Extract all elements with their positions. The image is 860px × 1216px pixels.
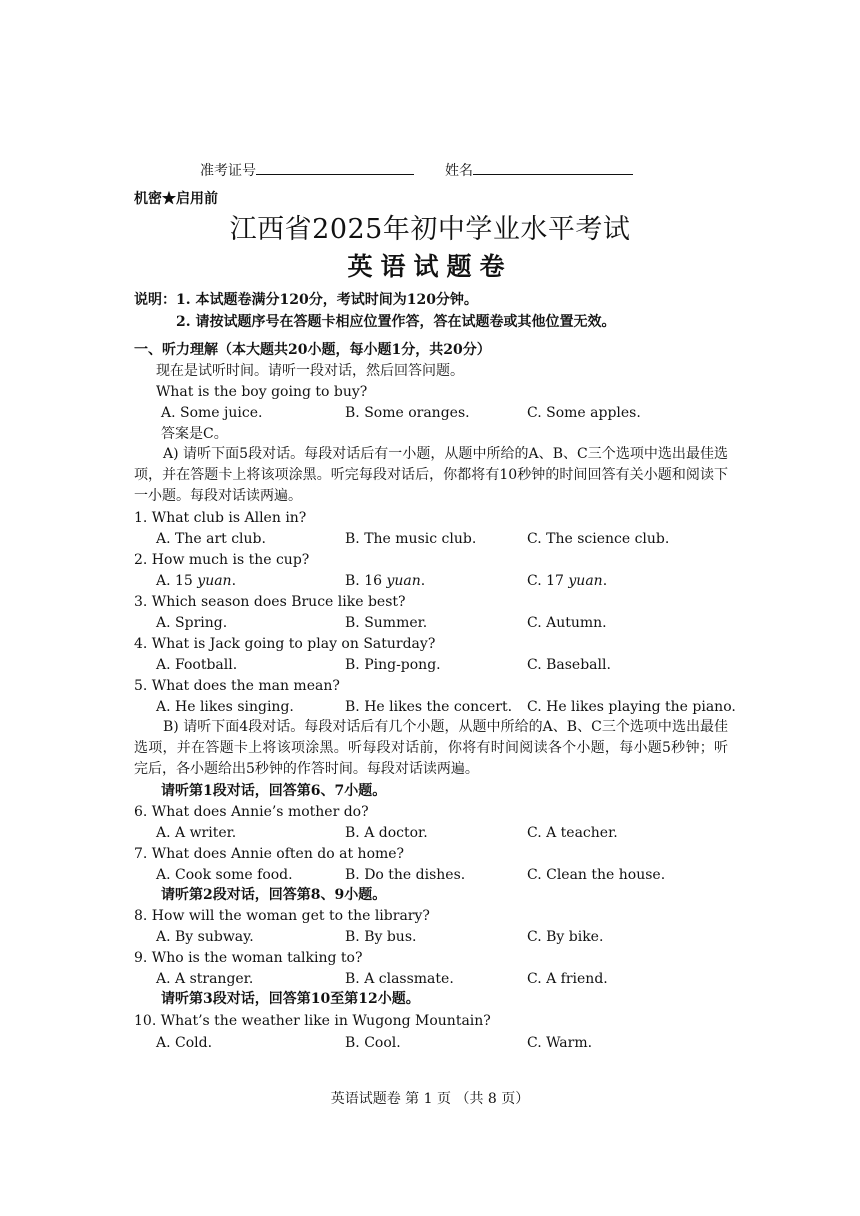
question-2: 2. How much is the cup? <box>134 552 310 568</box>
q2-option-a <box>156 571 236 591</box>
exam-id-blank <box>256 160 414 175</box>
q9-option-c: C. A friend. <box>527 971 608 987</box>
q5-option-a: A. He likes singing. <box>156 699 294 715</box>
currency-unit: yuan <box>568 573 603 589</box>
period: . <box>231 573 237 589</box>
question-10: 10. What’s the weather like in Wugong Mountain? <box>134 1013 491 1029</box>
period: . <box>602 573 608 589</box>
currency-unit: yuan <box>197 573 232 589</box>
q2-option-b-text: B. 16 <box>345 573 383 589</box>
section-heading: 一、听力理解（本大题共20小题，每小题1分，共20分） <box>134 342 491 358</box>
q10-option-b: B. Cool. <box>345 1035 401 1051</box>
name-field <box>445 160 633 181</box>
part-a-instructions: A) 请听下面5段对话。每段对话后有一小题，从题中所给的A、B、C三个选项中选出最佳选项，并在答题卡上将该项涂黑。听完每段对话后，你都将有10秒钟的时间回答有关小题和阅读下一小题。每段对话读两遍。 <box>134 446 728 504</box>
question-4: 4. What is Jack going to play on Saturday? <box>134 636 436 652</box>
q7-option-b: B. Do the dishes. <box>345 867 466 883</box>
q5-option-c: C. He likes playing the piano. <box>527 699 736 715</box>
q2-option-c <box>527 571 607 591</box>
page-footer: 英语试题卷 第 1 页 （共 8 页） <box>330 1091 530 1107</box>
q1-option-c: C. The science club. <box>527 531 670 547</box>
q1-option-b: B. The music club. <box>345 531 477 547</box>
secret-label: 机密★启用前 <box>134 191 218 207</box>
q3-option-a: A. Spring. <box>156 615 228 631</box>
q1-option-a: A. The art club. <box>156 531 266 547</box>
exam-subtitle: 英语试题卷 <box>347 252 513 281</box>
q8-option-c: C. By bike. <box>527 929 604 945</box>
practice-answer: 答案是C。 <box>161 426 228 442</box>
question-3: 3. Which season does Bruce like best? <box>134 594 406 610</box>
practice-intro: 现在是试听时间。请听一段对话，然后回答问题。 <box>156 363 464 379</box>
question-7: 7. What does Annie often do at home? <box>134 846 405 862</box>
currency-unit: yuan <box>386 573 421 589</box>
question-1: 1. What club is Allen in? <box>134 510 307 526</box>
q4-option-a: A. Football. <box>156 657 238 673</box>
q3-option-b: B. Summer. <box>345 615 428 631</box>
exam-title: 江西省2025年初中学业水平考试 <box>229 214 631 245</box>
name-label: 姓名 <box>445 163 473 179</box>
question-9: 9. Who is the woman talking to? <box>134 950 363 966</box>
practice-option-b: B. Some oranges. <box>345 405 470 421</box>
question-8: 8. How will the woman get to the library? <box>134 908 430 924</box>
q4-option-c: C. Baseball. <box>527 657 611 673</box>
q2-option-a-text: A. 15 <box>156 573 193 589</box>
practice-question: What is the boy going to buy? <box>156 384 368 400</box>
q9-option-a: A. A stranger. <box>156 971 254 987</box>
name-blank <box>473 160 633 175</box>
dialog-2-instruction: 请听第2段对话，回答第8、9小题。 <box>161 887 387 903</box>
notes-text-2: 2. 请按试题序号在答题卡相应位置作答，答在试题卷或其他位置无效。 <box>176 314 616 330</box>
q10-option-c: C. Warm. <box>527 1035 593 1051</box>
practice-option-c: C. Some apples. <box>527 405 641 421</box>
q10-option-a: A. Cold. <box>156 1035 213 1051</box>
q2-option-b <box>345 571 425 591</box>
notes-text-1: 1. 本试题卷满分120分，考试时间为120分钟。 <box>176 292 478 308</box>
part-b-instructions: B) 请听下面4段对话。每段对话后有几个小题，从题中所给的A、B、C三个选项中选出最佳选项，并在答题卡上将该项涂黑。听每段对话前，你将有时间阅读各个小题，每小题5秒钟；听完后，各小题给出5秒钟的作答时间。每段对话读两遍。 <box>134 719 728 777</box>
q3-option-c: C. Autumn. <box>527 615 607 631</box>
q4-option-b: B. Ping-pong. <box>345 657 441 673</box>
q9-option-b: B. A classmate. <box>345 971 454 987</box>
notes-label: 说明： <box>134 292 176 308</box>
q2-option-c-text: C. 17 <box>527 573 564 589</box>
q8-option-a: A. By subway. <box>156 929 254 945</box>
q6-option-a: A. A writer. <box>156 825 237 841</box>
q6-option-c: C. A teacher. <box>527 825 618 841</box>
practice-option-a: A. Some juice. <box>161 405 263 421</box>
q5-option-b: B. He likes the concert. <box>345 699 513 715</box>
dialog-1-instruction: 请听第1段对话，回答第6、7小题。 <box>161 783 387 799</box>
dialog-3-instruction: 请听第3段对话，回答第10至第12小题。 <box>161 991 420 1007</box>
period: . <box>420 573 426 589</box>
q7-option-a: A. Cook some food. <box>156 867 293 883</box>
question-5: 5. What does the man mean? <box>134 678 340 694</box>
question-6: 6. What does Annie’s mother do? <box>134 804 369 820</box>
q6-option-b: B. A doctor. <box>345 825 428 841</box>
q7-option-c: C. Clean the house. <box>527 867 666 883</box>
notes-line-1 <box>134 290 478 310</box>
q8-option-b: B. By bus. <box>345 929 417 945</box>
exam-id-field <box>200 160 414 181</box>
exam-id-label: 准考证号 <box>200 163 256 179</box>
